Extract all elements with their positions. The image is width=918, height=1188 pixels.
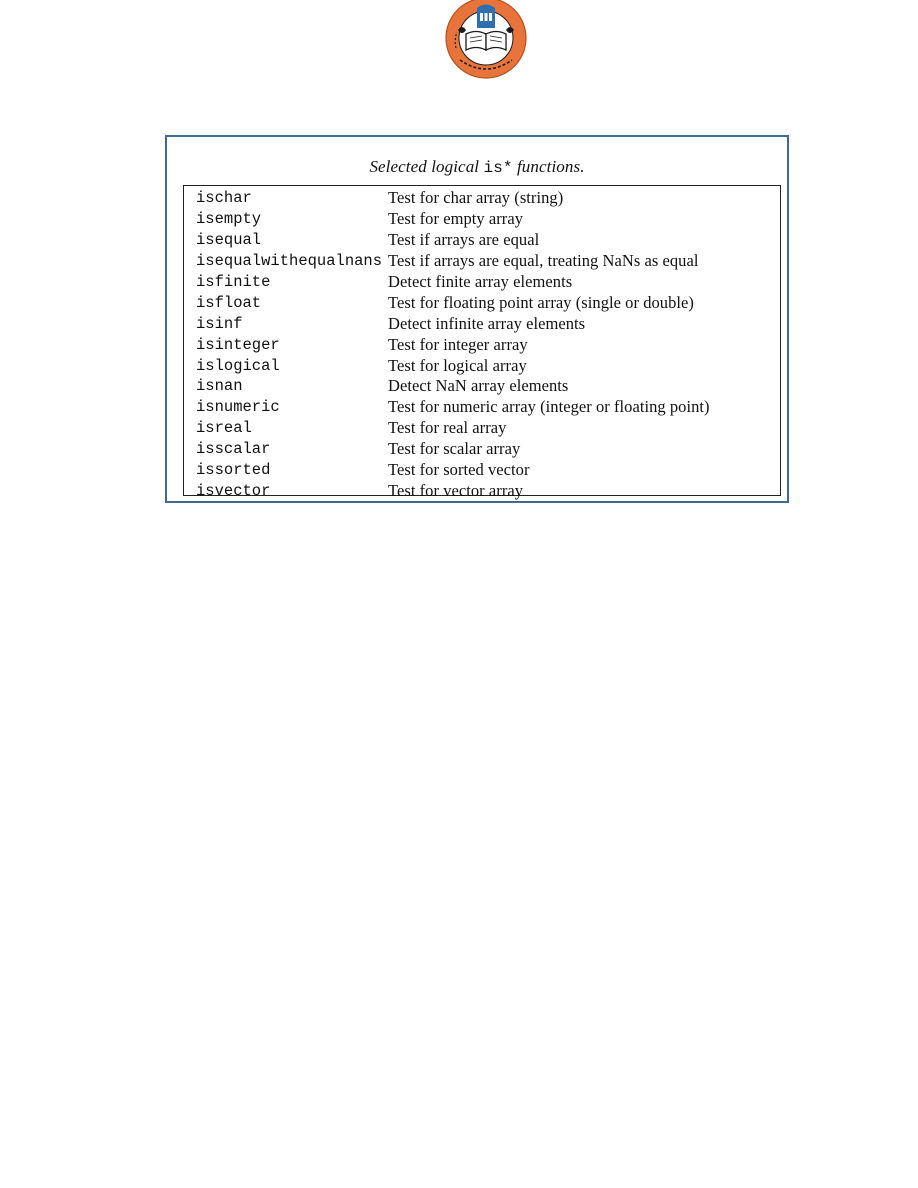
function-description: Detect finite array elements — [388, 272, 573, 291]
function-name: isinf — [196, 314, 243, 333]
table-row — [184, 272, 780, 293]
table-row — [184, 376, 780, 397]
function-name: isempty — [196, 210, 262, 229]
function-name: isnan — [196, 377, 243, 396]
function-name: issorted — [196, 461, 271, 480]
table-caption — [167, 157, 787, 177]
function-description: Detect NaN array elements — [388, 376, 569, 396]
function-description: Detect infinite array elements — [388, 313, 586, 333]
function-description: Test for real array — [388, 418, 507, 438]
function-description: Test for char array (string) — [388, 188, 564, 208]
function-name: isequal — [196, 231, 262, 250]
function-name: isfloat — [196, 293, 262, 312]
table-row — [184, 188, 780, 209]
university-seal-icon — [444, 0, 528, 80]
figure-frame — [165, 135, 789, 503]
function-description: Test for integer array — [388, 334, 528, 354]
function-name: ischar — [196, 189, 252, 208]
table-row — [184, 439, 780, 460]
caption-suffix: functions. — [516, 157, 585, 176]
table-row — [184, 355, 780, 376]
table-row — [184, 418, 780, 439]
table-row — [184, 334, 780, 355]
table-row — [184, 292, 780, 313]
function-name: isinteger — [196, 335, 280, 354]
function-description: Test for floating point array (single or double) — [388, 292, 694, 312]
function-name: isreal — [196, 419, 252, 438]
function-description: Test for numeric array (integer or floating point) — [388, 397, 710, 417]
function-name: isscalar — [196, 440, 271, 459]
table-row — [184, 397, 780, 418]
caption-code: is* — [483, 159, 513, 177]
function-name: islogical — [196, 356, 280, 375]
functions-table — [183, 185, 781, 500]
function-description: Test for scalar array — [388, 439, 521, 459]
table-row — [184, 251, 780, 272]
table-row — [184, 460, 780, 481]
function-name: isnumeric — [196, 398, 280, 417]
table-row — [184, 313, 780, 334]
table-row — [184, 480, 780, 501]
university-logo — [444, 0, 528, 80]
function-description: Test for vector array — [388, 480, 524, 500]
function-name: isequalwithequalnans — [196, 252, 383, 271]
function-description: Test for sorted vector — [388, 460, 530, 480]
function-name: isfinite — [196, 273, 271, 291]
table-row — [184, 230, 780, 251]
function-description: Test for logical array — [388, 355, 527, 375]
function-description: Test if arrays are equal — [388, 230, 540, 250]
table-row — [184, 209, 780, 230]
function-name: isvector — [196, 481, 271, 500]
caption-prefix: Selected logical — [369, 157, 480, 176]
function-description: Test for empty array — [388, 209, 523, 229]
function-description: Test if arrays are equal, treating NaNs as equal — [388, 251, 699, 271]
